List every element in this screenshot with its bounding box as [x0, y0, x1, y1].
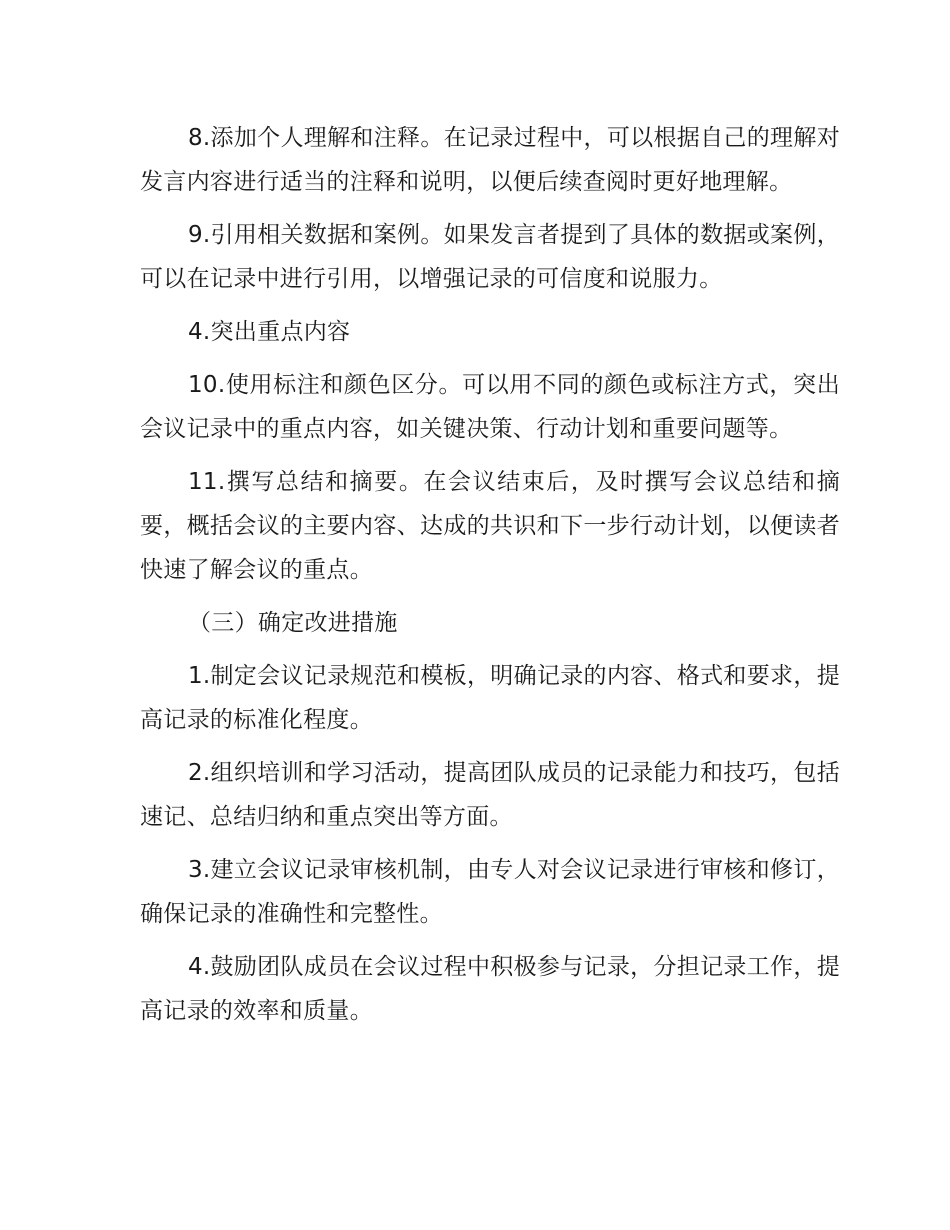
- paragraph-8: 8.添加个人理解和注释。在记录过程中，可以根据自己的理解对发言内容进行适当的注释和说明，以便后续查阅时更好地理解。: [140, 125, 840, 195]
- measure-4: 4.鼓励团队成员在会议过程中积极参与记录，分担记录工作，提高记录的效率和质量。: [140, 954, 840, 1024]
- section-heading-3: （三）确定改进措施: [188, 610, 398, 636]
- paragraph-10: 10.使用标注和颜色区分。可以用不同的颜色或标注方式，突出会议记录中的重点内容，如关键决策、行动计划和重要问题等。: [140, 372, 840, 442]
- paragraph-9: 9.引用相关数据和案例。如果发言者提到了具体的数据或案例，可以在记录中进行引用，以增强记录的可信度和说服力。: [140, 222, 840, 292]
- measure-2: 2.组织培训和学习活动，提高团队成员的记录能力和技巧，包括速记、总结归纳和重点突出等方面。: [140, 760, 840, 830]
- paragraph-11: 11.撰写总结和摘要。在会议结束后，及时撰写会议总结和摘要，概括会议的主要内容、达成的共识和下一步行动计划，以便读者快速了解会议的重点。: [140, 469, 840, 583]
- document-page: [140, 116, 840, 1042]
- measure-3: 3.建立会议记录审核机制，由专人对会议记录进行审核和修订，确保记录的准确性和完整性。: [140, 857, 840, 927]
- measure-1: 1.制定会议记录规范和模板，明确记录的内容、格式和要求，提高记录的标准化程度。: [140, 663, 840, 733]
- section-heading-4: 4.突出重点内容: [188, 319, 351, 345]
